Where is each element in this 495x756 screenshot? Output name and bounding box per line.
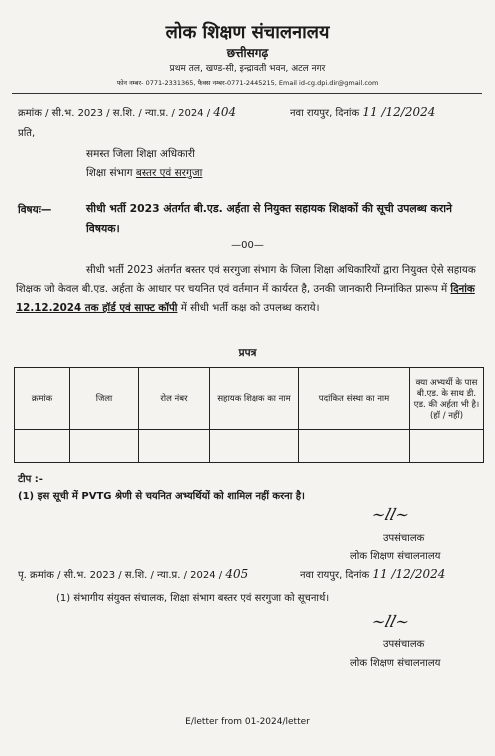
signature-1-designation: उपसंचालक — [383, 533, 425, 544]
separator: —00— — [231, 240, 264, 251]
subject-label: विषयः— — [18, 204, 52, 216]
reference-place-date — [290, 105, 435, 119]
signature-2-office: लोक शिक्षण संचालनालय — [350, 658, 441, 669]
addressee-region: बस्तर एवं सरगुजा — [135, 167, 203, 179]
column-header: क्रमांक — [15, 368, 70, 430]
column-header: क्या अभ्यर्थी के पास बी.एड. के साथ डी. एड. की अर्हता भी है। (हॉ / नहीं) — [410, 368, 484, 430]
table-row — [15, 430, 484, 463]
addressee-line-2 — [86, 166, 202, 180]
column-header: जिला — [70, 368, 139, 430]
reference-2-place-date — [300, 567, 445, 581]
signature-1-office: लोक शिक्षण संचालनालय — [350, 551, 441, 562]
signature-2-designation: उपसंचालक — [383, 639, 425, 650]
signature-1-mark: ~ll~ — [369, 505, 412, 524]
body-text: सीधी भर्ती 2023 अंतर्गत बस्तर एवं सरगुजा संभाग के जिला शिक्षा अधिकारियों द्वारा नियुक्त ऐसे सहायक शिक्षक जो केवल बी.एड. अर्हता के आधार पर चयनित एवं वर्तमान में कार्यरत है, उनकी जानकारी निम्नांकित प्रारूप में — [16, 264, 476, 295]
footer-text: E/letter from 01-2024/letter — [185, 717, 310, 727]
letterhead-contact: फोन नम्बर- 0771-2331365, फैक्स नम्बर-0771-2445215, Email id-cg.dpi.dir@gmail.com — [116, 79, 379, 87]
note-label: टीप :- — [18, 474, 43, 485]
table-header-row — [15, 368, 484, 430]
addressee-prefix: शिक्षा संभाग — [86, 167, 133, 179]
place-date-label-2: नवा रायपुर, दिनांक — [300, 570, 370, 581]
table-cell — [15, 430, 70, 463]
reference-date: 11 /12/2024 — [362, 105, 436, 119]
letterhead-title: लोक शिक्षण संचालनालय — [165, 22, 330, 43]
format-table — [14, 367, 484, 463]
reference-2-number: 405 — [225, 567, 249, 581]
body-deadline: दिनांक 12.12.2024 तक हॉर्ड एवं साफ्ट कॉपी — [16, 283, 475, 314]
table-cell — [410, 430, 484, 463]
form-heading: प्रपत्र — [238, 347, 257, 359]
reference-2-prefix: पृ. क्रमांक / सी.भ. 2023 / स.शि. / न्या.प्र. / 2024 / — [18, 570, 223, 581]
body-paragraph — [16, 261, 482, 318]
copy-to-line: (1) संभागीय संयुक्त संचालक, शिक्षा संभाग बस्तर एवं सरगुजा को सूचनार्थ। — [56, 593, 330, 604]
column-header: सहायक शिक्षक का नाम — [210, 368, 299, 430]
reference-line-2 — [18, 567, 248, 581]
prati-label: प्रति, — [18, 128, 36, 139]
body-tail: में सीधी भर्ती कक्ष को उपलब्ध कराये। — [180, 302, 320, 314]
place-date-label: नवा रायपुर, दिनांक — [290, 108, 360, 119]
letterhead-address: प्रथम तल, खण्ड-सी, इन्द्रावती भवन, अटल नगर — [169, 64, 326, 74]
letterhead-divider — [12, 93, 482, 94]
reference-line-1 — [18, 105, 236, 119]
reference-2-date: 11 /12/2024 — [372, 567, 446, 581]
table-cell — [70, 430, 139, 463]
signature-2-mark: ~ll~ — [369, 612, 412, 631]
note-item: (1) इस सूची में PVTG श्रेणी से चयनित अभ्यर्थियों को शामिल नहीं करना है। — [18, 491, 305, 502]
table-cell — [210, 430, 299, 463]
addressee-line-1: समस्त जिला शिक्षा अधिकारी — [86, 148, 195, 160]
reference-prefix: क्रमांक / सी.भ. 2023 / स.शि. / न्या.प्र. / 2024 / — [18, 108, 211, 119]
column-header: रोल नंबर — [139, 368, 210, 430]
table-cell — [299, 430, 410, 463]
letterhead-state: छत्तीसगढ़ — [226, 46, 269, 60]
subject-text: सीधी भर्ती 2023 अंतर्गत बी.एड. अर्हता से नियुक्त सहायक शिक्षकों की सूची उपलब्ध कराने विषयक। — [86, 202, 453, 235]
reference-number: 404 — [213, 105, 237, 119]
table-cell — [139, 430, 210, 463]
column-header: पदांकित संस्था का नाम — [299, 368, 410, 430]
